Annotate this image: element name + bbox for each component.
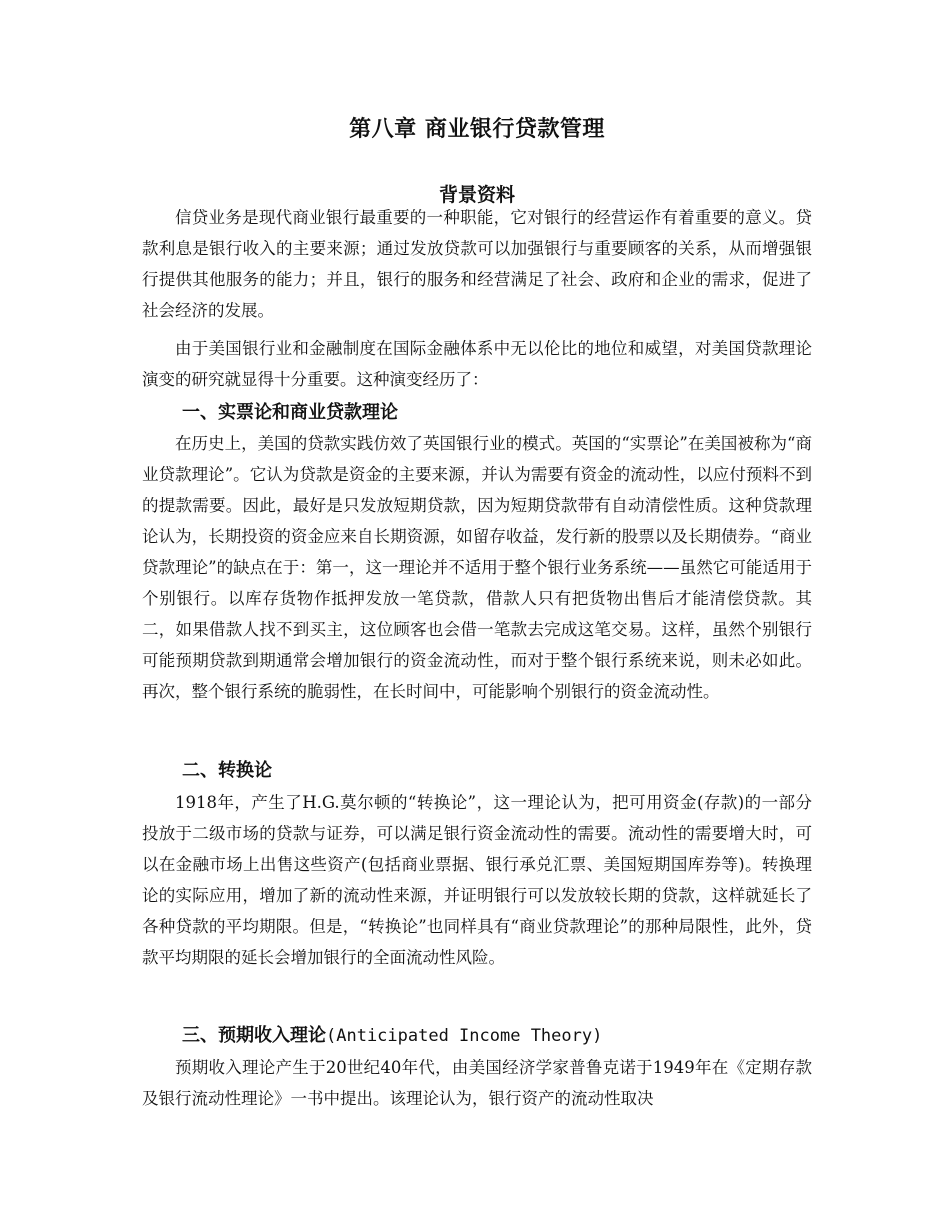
- section-heading-3-cn: 三、预期收入理论: [182, 1025, 326, 1046]
- intro-paragraph-1: 信贷业务是现代商业银行最重要的一种职能，它对银行的经营运作有着重要的意义。贷款利息是银行收入的主要来源；通过发放贷款可以加强银行与重要顾客的关系，从而增强银行提供其他服务的能力；并且，银行的服务和经营满足了社会、政府和企业的需求，促进了社会经济的发展。: [142, 208, 812, 320]
- section-paragraph-3: 预期收入理论产生于20世纪40年代，由美国经济学家普鲁克诺于1949年在《定期存款及银行流动性理论》一书中提出。该理论认为，银行资产的流动性取决: [142, 1058, 812, 1108]
- section-heading-3-en: (Anticipated Income Theory): [326, 1026, 603, 1046]
- section-heading-1: 一、实票论和商业贷款理论: [182, 402, 398, 423]
- section-paragraph-2: 1918年，产生了H.G.莫尔顿的“转换论”，这一理论认为，把可用资金(存款)的一部分投放于二级市场的贷款与证券，可以满足银行资金流动性的需要。流动性的需要增大时，可以在金融市场上出售这些资产(包括商业票据、银行承兑汇票、美国短期国库券等)。转换理论的实际应用，增加了新的流动性来源，并证明银行可以发放较长期的贷款，这样就延长了各种贷款的平均期限。但是，“转换论”也同样具有“商业贷款理论”的那种局限性，此外，贷款平均期限的延长会增加银行的全面流动性风险。: [142, 793, 812, 967]
- section-heading-3: [182, 1021, 602, 1047]
- chapter-title: 第八章 商业银行贷款管理: [349, 117, 605, 142]
- section-heading-2: 二、转换论: [182, 760, 272, 781]
- section-paragraph-1: 在历史上，美国的贷款实践仿效了英国银行业的模式。英国的“实票论”在美国被称为“商业贷款理论”。它认为贷款是资金的主要来源，并认为需要有资金的流动性，以应付预料不到的提款需要。因此，最好是只发放短期贷款，因为短期贷款带有自动清偿性质。这种贷款理论认为，长期投资的资金应来自长期资源，如留存收益，发行新的股票以及长期债券。“商业贷款理论”的缺点在于：第一，这一理论并不适用于整个银行业务系统——虽然它可能适用于个别银行。以库存货物作抵押发放一笔贷款，借款人只有把货物出售后才能清偿贷款。其二，如果借款人找不到买主，这位顾客也会借一笔款去完成这笔交易。这样，虽然个别银行可能预期贷款到期通常会增加银行的资金流动性，而对于整个银行系统来说，则未必如此。再次，整个银行系统的脆弱性，在长时间中，可能影响个别银行的资金流动性。: [142, 434, 812, 701]
- intro-paragraph-2: 由于美国银行业和金融制度在国际金融体系中无以伦比的地位和威望，对美国贷款理论演变的研究就显得十分重要。这种演变经历了：: [142, 339, 812, 389]
- section-subtitle: 背景资料: [438, 184, 515, 206]
